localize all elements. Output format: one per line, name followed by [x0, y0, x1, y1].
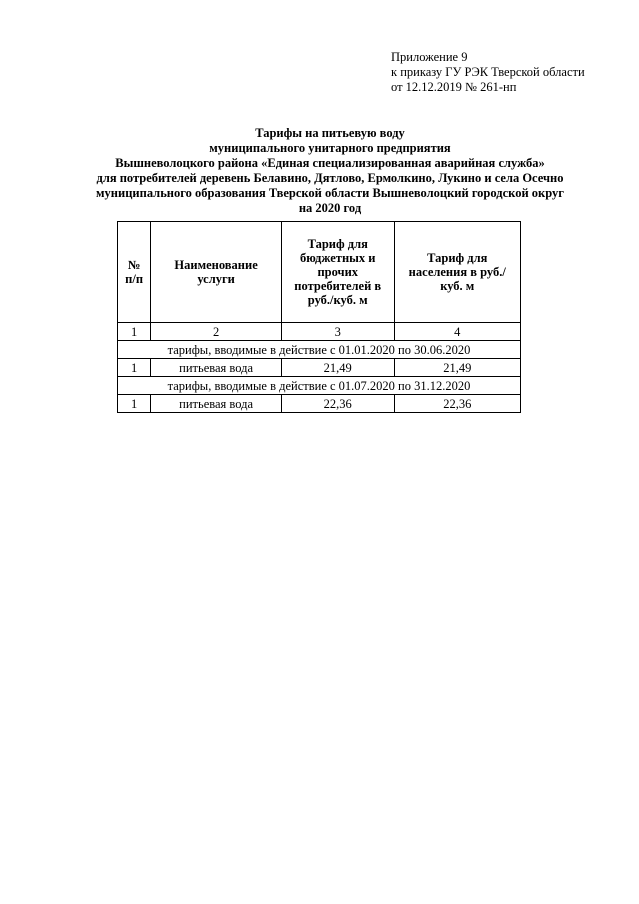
- column-number: 2: [151, 323, 282, 341]
- row-service: питьевая вода: [151, 359, 282, 377]
- title-line: Вышневолоцкого района «Единая специализированная аварийная служба»: [115, 156, 545, 170]
- appendix-line: от 12.12.2019 № 261-нп: [391, 80, 517, 94]
- appendix-note: [391, 50, 585, 95]
- tariff-table: [117, 221, 521, 413]
- period-row: [118, 341, 521, 359]
- column-number: 1: [118, 323, 151, 341]
- row-budget-tariff: 22,36: [281, 395, 394, 413]
- period-row: [118, 377, 521, 395]
- header-number: № п/п: [118, 222, 151, 323]
- table-header-row: [118, 222, 521, 323]
- row-service: питьевая вода: [151, 395, 282, 413]
- header-population-tariff: Тариф для населения в руб./куб. м: [394, 222, 521, 323]
- row-number: 1: [118, 395, 151, 413]
- row-population-tariff: 22,36: [394, 395, 521, 413]
- title-line: Тарифы на питьевую воду: [255, 126, 405, 140]
- header-service: Наименование услуги: [151, 222, 282, 323]
- title-line: для потребителей деревень Белавино, Дятлово, Ермолкино, Лукино и села Осечно: [96, 171, 564, 185]
- row-budget-tariff: 21,49: [281, 359, 394, 377]
- column-number: 4: [394, 323, 521, 341]
- period-label: тарифы, вводимые в действие с 01.07.2020 по 31.12.2020: [118, 377, 521, 395]
- row-population-tariff: 21,49: [394, 359, 521, 377]
- header-budget-tariff: Тариф для бюджетных и прочих потребителей в руб./куб. м: [281, 222, 394, 323]
- table-row: [118, 359, 521, 377]
- appendix-line: Приложение 9: [391, 50, 468, 64]
- title-line: на 2020 год: [298, 201, 362, 215]
- period-label: тарифы, вводимые в действие с 01.01.2020 по 30.06.2020: [118, 341, 521, 359]
- column-number-row: [118, 323, 521, 341]
- title-line: муниципального образования Тверской области Вышневолоцкий городской округ: [96, 186, 564, 200]
- column-number: 3: [281, 323, 394, 341]
- row-number: 1: [118, 359, 151, 377]
- appendix-line: к приказу ГУ РЭК Тверской области: [391, 65, 585, 79]
- title-line: муниципального унитарного предприятия: [209, 141, 451, 155]
- table-row: [118, 395, 521, 413]
- document-title: [60, 126, 600, 216]
